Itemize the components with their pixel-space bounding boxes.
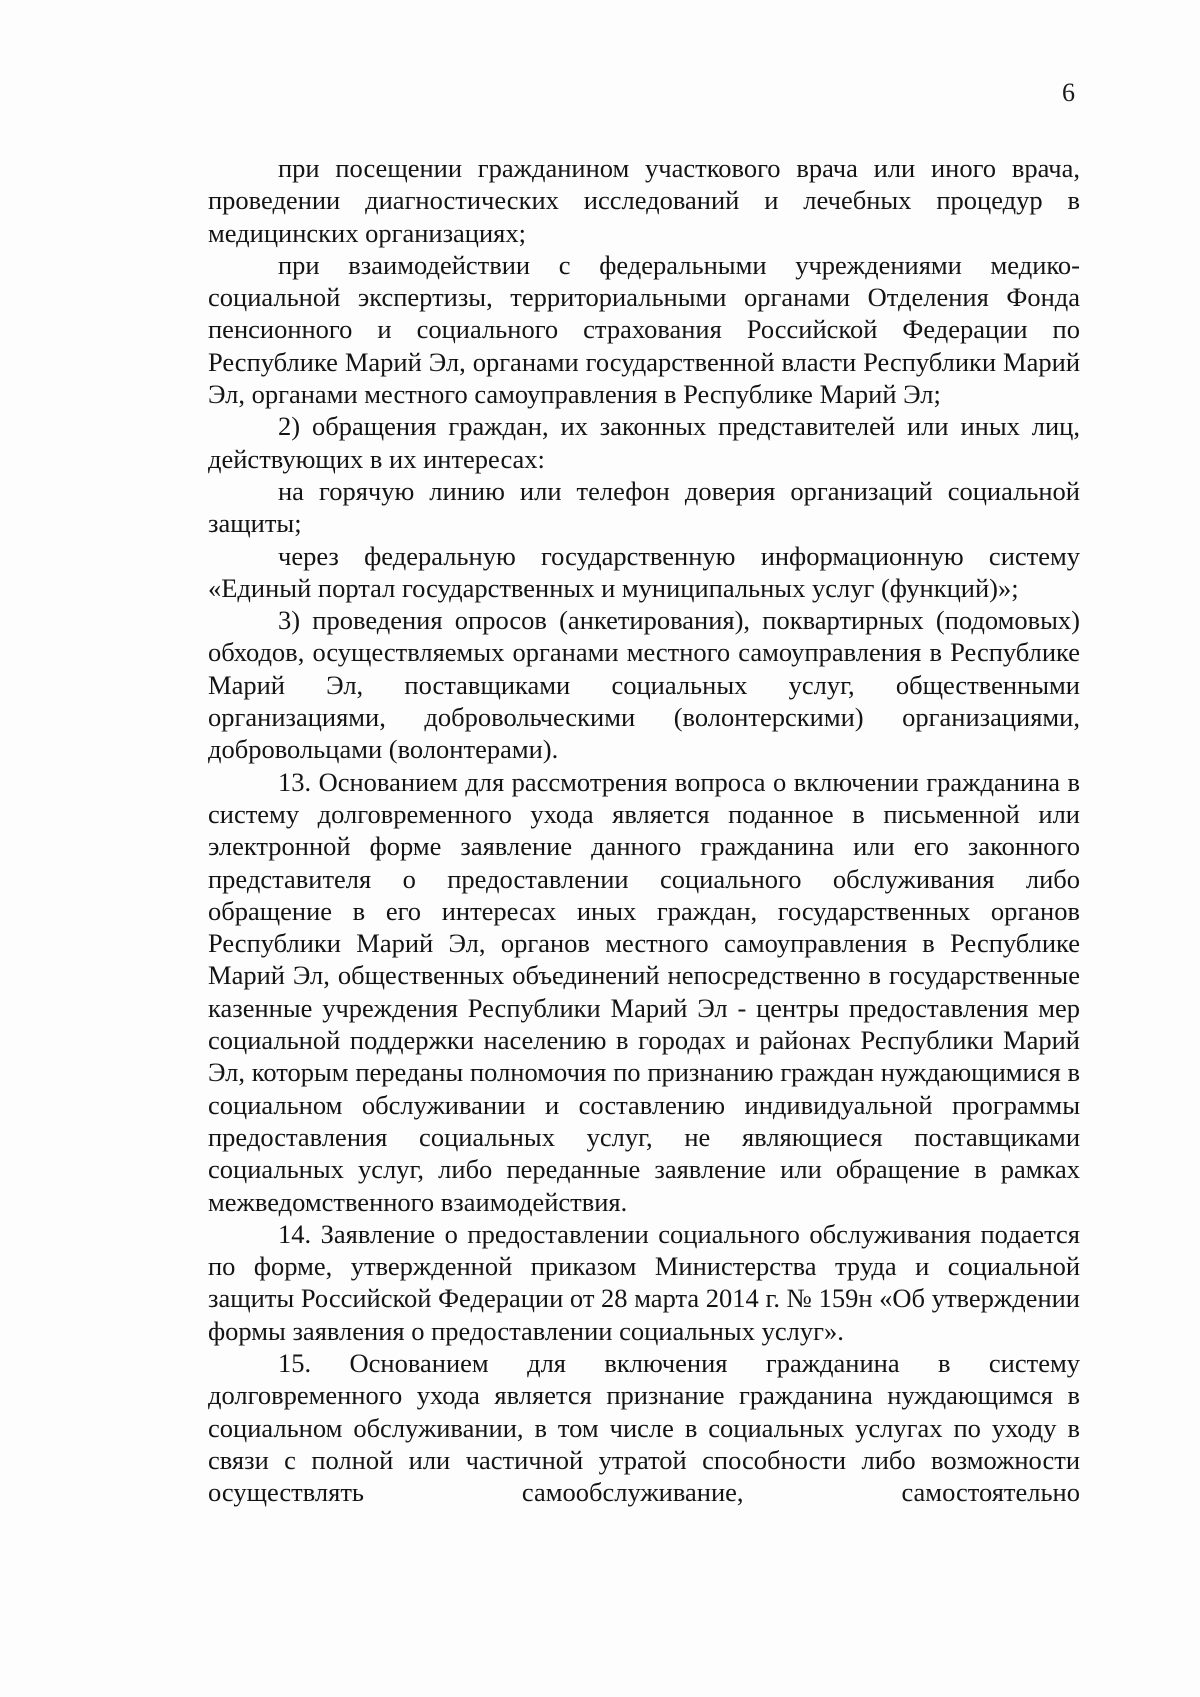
paragraph-surveys: 3) проведения опросов (анкетирования), поквартирных (подомовых) обходов, осуществляемых органами местного самоуправления в Республике Марий Эл, поставщиками социальных услуг, общественными организациями, добровольческими (волонтерскими) организациями, добровольцами (волонтерами). [208, 605, 1080, 765]
paragraph-14: 14. Заявление о предоставлении социального обслуживания подается по форме, утвержденной приказом Министерства труда и социальной защиты Российской Федерации от 28 марта 2014 г. № 159н «Об утверждении формы заявления о предоставлении социальных услуг». [208, 1218, 1080, 1346]
page-number: 6 [1062, 78, 1075, 107]
paragraph-state-portal: через федеральную государственную информационную систему «Единый портал государственных и муниципальных услуг (функций)»; [208, 540, 1080, 603]
paragraph-hotline: на горячую линию или телефон доверия организаций социальной защиты; [208, 475, 1080, 539]
paragraph-15: 15. Основанием для включения гражданина в систему долговременного ухода является признание гражданина нуждающимся в социальном обслуживании, в том числе в социальных услугах по уходу в связи с полной или частичной утратой способности либо возможности осуществлять самообслуживание, самостоятельно [208, 1347, 1080, 1508]
paragraph-citizen-appeals: 2) обращения граждан, их законных представителей или иных лиц, действующих в их интересах: [208, 411, 1080, 474]
paragraph-13: 13. Основанием для рассмотрения вопроса о включении гражданина в систему долговременного ухода является поданное в письменной или электронной форме заявление данного гражданина или его законного представителя о предоставлении социального обслуживания либо обращение в его интересах иных граждан, государственных органов Республики Марий Эл, органов местного самоуправления в Республике Марий Эл, общественных объединений непосредственно в государственные казенные учреждения Республики Марий Эл - центры предоставления мер социальной поддержки населению в городах и районах Республики Марий Эл, которым переданы полномочия по признанию граждан нуждающимися в социальном обслуживании и составлению индивидуальной программы предоставления социальных услуг, не являющиеся поставщиками социальных услуг, либо переданные заявление или обращение в рамках межведомственного взаимодействия. [208, 766, 1080, 1217]
paragraph-doctor-visits: при посещении гражданином участкового врача или иного врача, проведении диагностических исследований и лечебных процедур в медицинских организациях; [208, 153, 1080, 248]
paragraph-interaction-agencies: при взаимодействии с федеральными учреждениями медико-социальной экспертизы, территориальными органами Отделения Фонда пенсионного и социального страхования Российской Федерации по Республике Марий Эл, органами государственной власти Республики Марий Эл, органами местного самоуправления в Республике Марий Эл; [208, 249, 1080, 410]
document-body [208, 152, 1080, 1508]
